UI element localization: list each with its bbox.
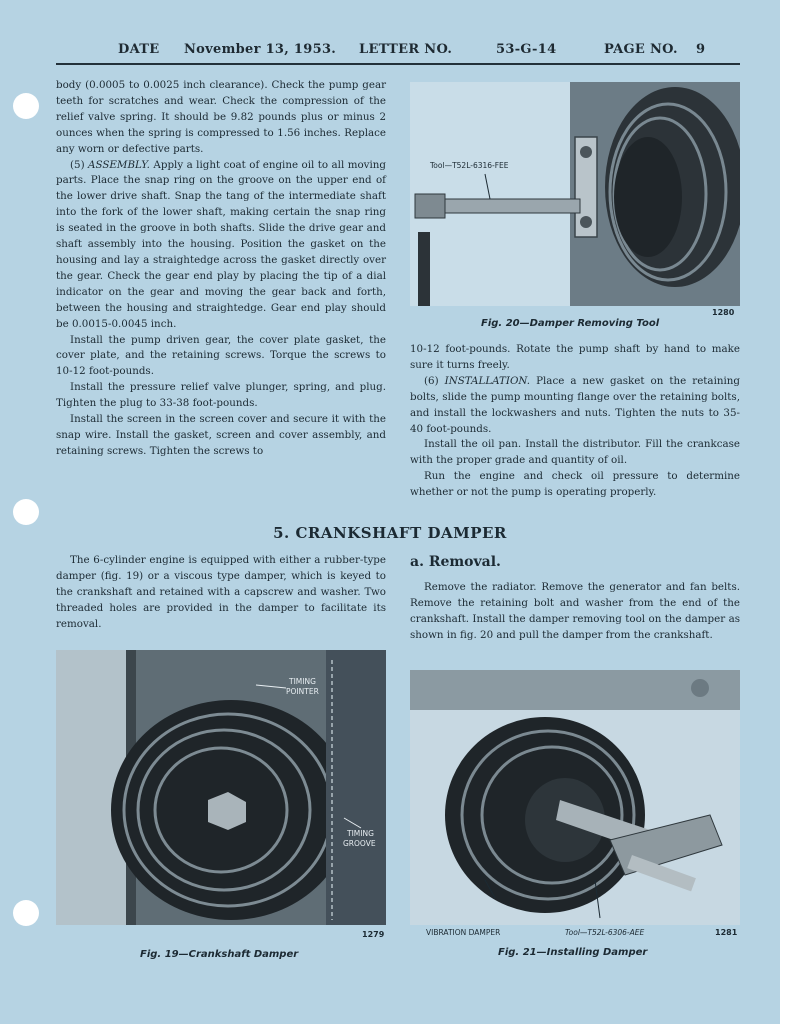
binder-hole-top	[13, 93, 39, 119]
installing-damper-illustration	[410, 670, 740, 925]
subheading-removal: a. Removal.	[410, 554, 501, 570]
paragraph: The 6-cylinder engine is equipped with either a rubber-type damper (fig. 19) or a viscous type damper, which is keyed to the crankshaft and retained with a capscrew and washer. Two threaded holes are provided in the damper to facilitate its removal.	[56, 554, 386, 630]
date-value: November 13, 1953.	[184, 42, 337, 57]
paragraph: Install the screen in the screen cover and secure it with the snap wire. Install the gasket, screen and cover assembly, and retaining screws. Tighten the screws to	[56, 413, 386, 457]
letter-label: LETTER NO.	[359, 42, 453, 57]
binder-hole-bottom	[13, 900, 39, 926]
paragraph-number: (6)	[424, 374, 439, 387]
fig21-vibration-damper-label: VIBRATION DAMPER	[426, 928, 501, 937]
fig21-caption: Fig. 21—Installing Damper	[498, 947, 648, 958]
damper-removing-tool-illustration	[410, 82, 740, 306]
left-column-top	[56, 78, 386, 460]
fig19-timing-pointer-label-line1: TIMING	[289, 677, 316, 686]
paragraph: Install the oil pan. Install the distributor. Fill the crankcase with the proper grade and quantity of oil.	[410, 438, 740, 467]
paragraph-text: Apply a light coat of engine oil to all moving parts. Place the snap ring on the groove on the upper end of the lower drive shaft. Snap the tang of the intermediate shaft into the fork of the lower shaft, making certain the snap ring is seated in the groove in both shafts. Slide the drive gear and shaft assembly into the housing. Position the gasket on the housing and lay a straightedge across the gasket directly over the gear. Check the gear end play by placing the tip of a dial indicator on the gear and moving the gear back and forth, between the housing and straightedge. Gear end play should be 0.0015-0.0045 inch.	[56, 158, 386, 330]
paragraph-text: Place a new gasket on the retaining bolts, slide the pump mounting flange over the retaining bolts, and install the lockwashers and nuts. Tighten the nuts to 35-40 foot-pounds.	[410, 374, 741, 435]
paragraph: Install the pump driven gear, the cover plate gasket, the cover plate, and the retaining screws. Torque the screws to 10-12 foot-pounds.	[56, 333, 386, 378]
figure-19-photo	[56, 650, 386, 925]
paragraph: 10-12 foot-pounds. Rotate the pump shaft by hand to make sure it turns freely.	[410, 343, 740, 371]
letter-value: 53-G-14	[496, 42, 557, 57]
fig20-number: 1280	[712, 308, 735, 317]
paragraph: Remove the radiator. Remove the generator and fan belts. Remove the retaining bolt and washer from the end of the crankshaft. Install the damper removing tool on the damper as shown in fig. 20 and pull the damper from the crankshaft.	[410, 581, 740, 641]
page-value: 9	[696, 42, 706, 57]
paragraph-number: (5)	[70, 158, 85, 171]
fig19-timing-groove-label-line1: TIMING	[347, 829, 374, 838]
section-left-text	[56, 553, 386, 633]
section-heading: 5. CRANKSHAFT DAMPER	[273, 524, 507, 542]
fig20-caption: Fig. 20—Damper Removing Tool	[481, 318, 660, 329]
page-label: PAGE NO.	[604, 42, 678, 57]
section-right-text	[410, 580, 740, 644]
binder-hole-middle	[13, 499, 39, 525]
paragraph: Install the pressure relief valve plunger, spring, and plug. Tighten the plug to 33-38 foot-pounds.	[56, 381, 386, 410]
fig19-number: 1279	[362, 930, 385, 939]
fig21-number: 1281	[715, 928, 738, 937]
figure-21-photo	[410, 670, 740, 925]
right-column-top	[410, 342, 740, 501]
crankshaft-damper-illustration	[56, 650, 386, 925]
fig19-timing-pointer-label-line2: POINTER	[286, 687, 319, 696]
fig21-tool-label: Tool—T52L-6306-AEE	[565, 928, 645, 937]
date-label: DATE	[118, 42, 160, 57]
fig19-timing-groove-label-line2: GROOVE	[343, 839, 376, 848]
figure-20-photo	[410, 82, 740, 306]
paragraph: Run the engine and check oil pressure to determine whether or not the pump is operating properly.	[410, 470, 740, 499]
paragraph-installation	[410, 374, 740, 438]
paragraph-heading: INSTALLATION.	[444, 374, 531, 387]
fig20-tool-label: Tool—T52L-6316-FEE	[430, 161, 509, 170]
paragraph: body (0.0005 to 0.0025 inch clearance). Check the pump gear teeth for scratches and wear. Check the compression of the relief valve spring. It should be 9.82 pounds plus or minus 2 ounces when the spring is compressed to 1.56 inches. Replace any worn or defective parts.	[56, 79, 386, 155]
paragraph-heading: ASSEMBLY.	[88, 158, 150, 171]
paragraph-assembly	[56, 158, 386, 333]
fig19-caption: Fig. 19—Crankshaft Damper	[140, 949, 299, 960]
header-rule	[56, 63, 740, 65]
